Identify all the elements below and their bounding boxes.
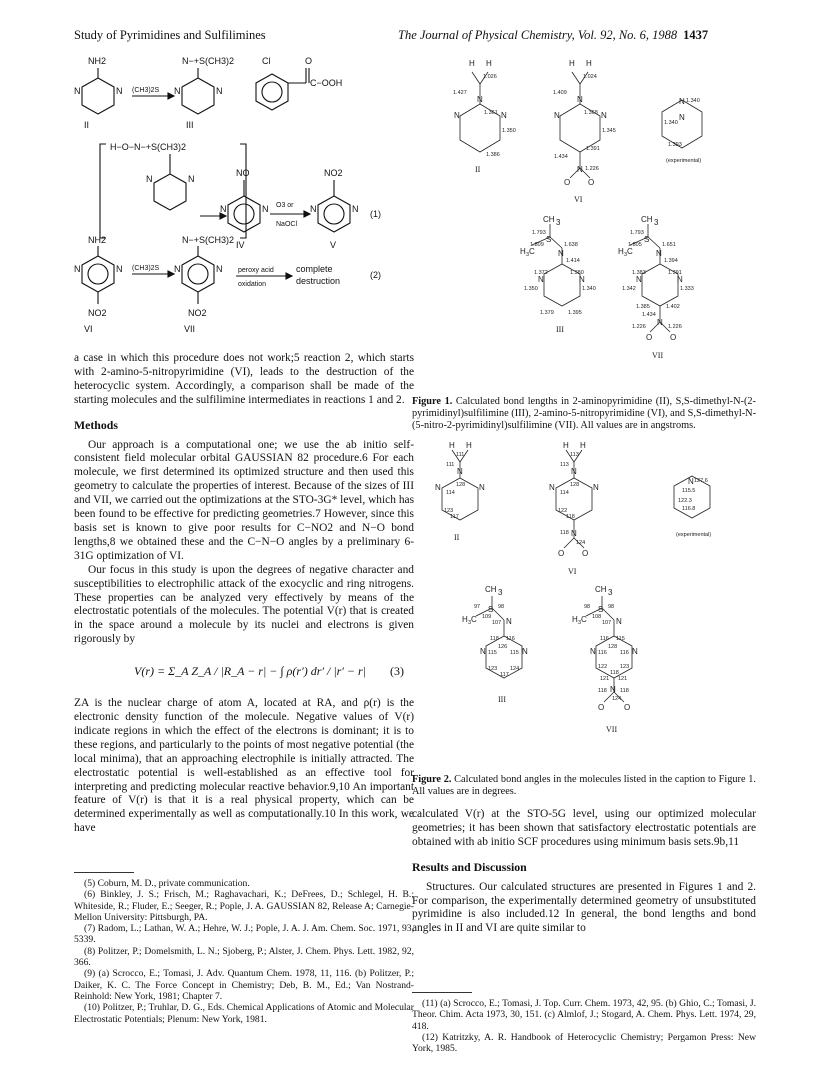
scheme-text: NH2 [88,235,107,245]
svg-text:CH: CH [595,585,607,594]
bond-length: 1.350 [524,286,538,292]
scheme-text: III [186,120,194,130]
svg-text:N: N [479,483,485,492]
svg-text:N: N [571,529,577,538]
journal-citation [398,28,708,43]
scheme-text: (2) [370,270,381,280]
svg-text:N: N [310,204,317,214]
bond-length: 1.409 [553,90,567,96]
svg-text:S: S [546,235,552,244]
bond-angle: 116 [620,650,629,656]
bond-angle: 98 [608,604,615,610]
molecule-label: VI [574,195,583,204]
scheme-text: C−OOH [310,78,343,88]
svg-text:CH: CH [543,215,555,224]
svg-text:H: H [569,59,575,68]
reference: (7) Radom, L.; Lathan, W. A.; Hehre, W. J.; Pople, J. A. J. Am. Chem. Soc. 1971, 93, 5339. [74,923,414,946]
svg-text:O: O [588,178,595,187]
bond-angle: 117 [450,514,459,520]
molecule-label: VI [568,567,577,576]
svg-text:3: 3 [556,218,561,227]
bond-length: 1.350 [502,128,516,134]
svg-text:N: N [174,86,181,96]
bond-length: 1.391 [668,270,682,276]
molecule-label: II [475,165,481,174]
svg-text:N: N [116,86,123,96]
bond-angle: 97 [474,604,481,610]
svg-text:N: N [216,86,223,96]
scheme-text: oxidation [238,281,267,288]
svg-text:O: O [598,703,605,712]
figure-2-structures [420,440,760,810]
svg-text:N: N [616,617,622,626]
svg-text:N: N [262,204,269,214]
bond-length: 1.434 [554,154,568,160]
molecule-label: (experimental) [666,158,702,164]
svg-text:O: O [564,178,571,187]
bond-angle: 124 [510,666,520,672]
paragraph: Structures. Our calculated structures are presented in Figures 1 and 2. For comparison, the experimentally determined geometry of unsubstituted pyrimidine is also included.12 In general, the bond lengths and bond angles in II and VI are quite similar to [412,880,756,935]
svg-text:N: N [554,111,560,120]
left-column [74,352,414,836]
scheme-text: NH2 [88,56,107,66]
bond-length: 1.379 [540,310,554,316]
bond-length: 1.414 [566,258,580,264]
svg-text:O: O [624,703,631,712]
svg-text:CH: CH [641,215,653,224]
svg-text:N: N [657,318,663,327]
svg-text:H: H [449,441,455,450]
bond-angle: 128 [456,482,466,488]
scheme-text: H−O−N−+S(CH3)2 [110,142,187,152]
svg-text:N: N [656,249,662,258]
bond-angle: 121 [618,676,628,682]
svg-text:S: S [644,235,650,244]
scheme-text: NO [236,168,250,178]
svg-text:H: H [586,59,592,68]
bond-angle: 116.8 [682,506,696,512]
bond-length: 1.226 [668,324,682,330]
svg-text:3: 3 [468,620,472,626]
scheme-text: NO2 [324,168,343,178]
scheme-text: Cl [262,56,271,66]
bond-angle: 111 [446,462,455,468]
svg-text:O: O [305,56,313,66]
svg-text:N: N [501,111,507,120]
molecule-label: (experimental) [676,532,712,538]
bond-length: 1.434 [642,312,656,318]
bond-length: 1.402 [666,304,680,310]
scheme-text: NO2 [88,308,107,318]
journal-name: The Journal of Physical Chemistry, Vol. 92, No. 6, 1988 [398,28,678,42]
footnote-rule [74,872,134,873]
svg-text:C: C [529,247,535,256]
svg-text:H: H [618,247,624,256]
reaction-scheme [70,46,410,346]
caption-label: Figure 1. [412,396,453,407]
bond-angle: 122.3 [678,498,692,504]
bond-angle: 115 [616,636,625,642]
svg-text:N: N [352,204,359,214]
bond-length: 1.342 [622,286,636,292]
svg-text:N: N [457,467,463,476]
bond-angle: 115.5 [682,488,696,494]
bond-angle: 118 [598,688,607,694]
bond-length: 1.361 [484,110,498,116]
bond-length: 1.340 [582,286,596,292]
svg-text:N: N [601,111,607,120]
bond-angle: 98 [584,604,591,610]
svg-text:C: C [581,615,587,624]
svg-text:N: N [146,174,153,184]
bond-angle: 109 [482,614,492,620]
bond-angle: 118 [620,688,629,694]
bond-angle: 108 [592,614,602,620]
right-column [412,808,756,936]
svg-text:H: H [572,615,578,624]
svg-text:N: N [216,264,223,274]
bond-angle: 116 [598,650,607,656]
svg-text:H: H [580,441,586,450]
bond-length: 1.340 [664,120,678,126]
svg-text:N: N [679,97,685,106]
svg-text:C: C [471,615,477,624]
svg-text:N: N [571,467,577,476]
paragraph: a case in which this procedure does not work;5 reaction 2, which starts with 2-amino-5-nitropyrimidine (VI), leads to the destruction of the heterocyclic system. Accordingly, a comparison shall be made of the starting molecules and the sulfilimine intermediates in reactions 1 and 2. [74,352,414,406]
bond-length: 1.395 [568,310,582,316]
bond-angle: 114 [446,490,455,496]
bond-angle: 118 [560,530,569,536]
scheme-text: (CH3)2S [132,265,160,272]
scheme-text: II [84,120,90,130]
svg-text:N: N [116,264,123,274]
svg-text:H: H [520,247,526,256]
section-heading-methods: Methods [74,417,118,432]
bond-angle: 116 [506,636,515,642]
svg-text:N: N [558,249,564,258]
bond-length: 1.026 [483,74,497,80]
bond-length: 1.638 [564,242,578,248]
equation-3 [74,655,414,689]
bond-angle: 107 [492,620,502,626]
bond-angle: 113 [560,462,569,468]
svg-text:N: N [188,174,195,184]
section-heading-results: Results and Discussion [412,859,527,874]
svg-text:N: N [477,95,483,104]
svg-text:N: N [454,111,460,120]
scheme-text: V [330,240,337,250]
svg-text:N: N [677,275,683,284]
caption-text: Calculated bond lengths in 2-aminopyrimidine (II), S,S-dimethyl-N-(2-pyrimidinyl)sulfilimine (III), 2-amino-5-nitropyrimidine (VI), and S,S-dimethyl-N-(5-nitro-2-pyrimidinyl)sulfilimine (VII). All values are in angstroms. [412,396,756,432]
bond-length: 1.651 [662,242,676,248]
scheme-text: N−+S(CH3)2 [182,235,235,245]
left-references [74,878,414,1025]
svg-text:S: S [598,605,604,614]
svg-text:N: N [579,275,585,284]
bond-angle: 118 [566,514,575,520]
bond-angle: 115 [510,650,519,656]
bond-length: 1.427 [453,90,467,96]
scheme-text: VII [184,324,196,334]
svg-text:O: O [670,333,677,342]
molecule-label: II [454,533,460,542]
bond-length: 1.333 [680,286,694,292]
reference: (5) Coburn, M. D., private communication. [84,878,250,889]
svg-text:H: H [486,59,492,68]
reference: (8) Politzer, P.; Domelsmith, L. N.; Sjoberg, P.; Alster, J. Chem. Phys. Lett. 1982, 92, 366. [74,945,414,969]
svg-text:N: N [610,685,616,694]
svg-text:N: N [74,86,81,96]
svg-text:N: N [688,477,694,486]
bond-angle: 128 [608,644,618,650]
bond-length: 1.340 [686,98,700,104]
scheme-text: VI [84,324,93,334]
molecule-label: III [556,325,564,334]
bond-length: 1.793 [532,230,546,236]
equation-body: V(r) = Σ_A Z_A / |R_A − r| − ∫ ρ(r′) dr′ / |r′ − r| [134,664,366,679]
reference: (12) Katritzky, A. R. Handbook of Heterocyclic Chemistry; Pergamon Press: New York, 1985. [412,1031,756,1055]
right-references [412,998,756,1054]
svg-text:H: H [466,441,472,450]
bond-length: 1.394 [664,258,678,264]
bond-angle: 128 [570,482,580,488]
bond-angle: 118 [610,670,619,676]
bond-angle: 118 [490,636,499,642]
svg-text:N: N [593,483,599,492]
bond-length: 1.393 [668,142,682,148]
scheme-text: O3 or [276,202,294,209]
svg-text:N: N [480,647,486,656]
scheme-text: (1) [370,209,381,219]
bond-length: 1.809 [530,242,544,248]
svg-text:O: O [582,549,589,558]
svg-text:N: N [577,165,583,174]
svg-text:N: N [590,647,596,656]
svg-text:3: 3 [526,252,530,258]
bond-angle: 123 [444,508,454,514]
reference: (6) Binkley, J. S.; Frisch, M.; Raghavachari, K.; DeFrees, D.; Schlegel, H. B.; Whiteside, R.; Fluder, E.; Seeger, R.; Pople, J. A. GAUSSIAN 82, Release A; Carnegie-Mellon University: Pittsburgh, PA. [74,889,414,923]
scheme-text: N−+S(CH3)2 [182,56,235,66]
scheme-text: NaOCl [276,221,298,228]
svg-text:CH: CH [485,585,497,594]
figure-1-caption [412,396,756,433]
bond-length: 1.385 [636,304,650,310]
paragraph: Our focus in this study is upon the degrees of negative character and susceptibilities to electrophilic attack of the exocyclic and ring nitrogens. These properties can be analyzed very effectively by means of the electrostatic potentials of the molecules. The potential V(r) that is created in the space around a molecule by its nuclei and electrons is given rigorously by [74,563,414,646]
molecule-label: VII [652,351,664,360]
bond-angle: 124 [612,696,622,702]
bond-angle: 127.6 [694,478,708,484]
caption-text: Calculated bond angles in the molecules listed in the caption to Figure 1. All values are in degrees. [412,774,756,798]
bond-length: 1.024 [583,74,597,80]
equation-number: (3) [390,664,404,679]
svg-text:3: 3 [578,620,582,626]
bond-angle: 111 [456,452,465,458]
bond-angle: 116 [600,636,609,642]
footnote-rule [412,992,472,993]
svg-text:N: N [636,275,642,284]
paragraph: Our approach is a computational one; we use the ab initio self-consistent field molecular orbital GAUSSIAN 82 procedure.6 For each molecule, we first determined its optimized structure and then used this geometry to calculate the properties of interest. Because of the sizes of III and VII, we carried out the optimizations at the STO-3G* level, which has been found to be effective for predicting geometries.7 However, since this basis set is known to give poor results for C−NO2 and N−O bond lengths,8 we obtained these and the C−N−O angles by a preliminary 6-31G optimization of VI. [74,438,414,562]
bond-angle: 124 [576,540,586,546]
scheme-text: peroxy acid [238,267,274,274]
svg-text:H: H [462,615,468,624]
reference: (10) Politzer, P.; Truhlar, D. G., Eds. Chemical Applications of Atomic and Molecular Electrostatic Potentials; Plenum: New York, 1981. [74,1002,414,1025]
svg-text:N: N [220,204,227,214]
molecule-label: III [498,695,506,704]
svg-text:N: N [549,483,555,492]
reference: (11) (a) Scrocco, E.; Tomasi, J. Top. Curr. Chem. 1973, 42, 95. (b) Ghio, C.; Tomasi, J. Theor. Chim. Acta 1973, 30, 151. (c) Almlof, J.; Stogard, A. Chem. Phys. Lett. 1974, 29, 418. [412,998,756,1032]
bond-length: 1.368 [584,110,598,116]
svg-text:O: O [646,333,653,342]
svg-text:N: N [522,647,528,656]
bond-angle: 114 [560,490,569,496]
bond-angle: 122 [598,664,608,670]
scheme-text: (CH3)2S [132,87,160,94]
scheme-text: complete [296,264,333,274]
bond-length: 1.372 [534,270,548,276]
scheme-text: NO2 [188,308,207,318]
bond-length: 1.386 [486,152,500,158]
bond-angle: 98 [498,604,505,610]
page-number: 1437 [683,28,709,42]
scheme-text: IV [236,240,245,250]
reference: (9) (a) Scrocco, E.; Tomasi, J. Adv. Quantum Chem. 1978, 11, 116. (b) Politzer, P.; Daiker, K. C. The Force Concept in Chemistry; Deb, B. M., Ed.; Van Nostrand-Reinhold: New York, 1981; Chapter 7. [74,968,414,1002]
svg-text:N: N [174,264,181,274]
bond-angle: 123 [620,664,630,670]
svg-text:N: N [435,483,441,492]
running-head: Study of Pyrimidines and Sulfilimines [74,28,266,42]
svg-text:3: 3 [624,252,628,258]
bond-length: 1.380 [570,270,584,276]
svg-text:3: 3 [498,588,503,597]
bond-angle: 115 [488,650,497,656]
bond-angle: 107 [602,620,612,626]
bond-angle: 117 [500,672,509,678]
bond-length: 1.226 [632,324,646,330]
paragraph: calculated V(r) at the STO-5G level, using our optimized molecular geometries; it has been shown that satisfactory electrostatic potentials are obtained with ab initio SCF procedures using minimum basis sets.9b,11 [412,808,756,848]
svg-text:N: N [506,617,512,626]
paragraph: ZA is the nuclear charge of atom A, located at RA, and ρ(r) is the electronic density function of the molecule. Negative values of V(r) indicate regions in which the effect of the electrons is dominant; it is to these regions, and particularly to the points of most negative potential (the local minima), that an approaching electrophile is initially attracted. The electrostatic potential is well-established as an effective tool for interpreting and predicting molecular reactive behavior.9,10 An important feature of V(r) is that it is a real physical property, which can be determined experimentally as well as computationally.10 In this work, we have [74,697,414,835]
svg-text:H: H [469,59,475,68]
bond-angle: 113 [570,452,579,458]
scheme-text: destruction [296,276,341,286]
svg-text:N: N [538,275,544,284]
svg-text:C: C [627,247,633,256]
bond-angle: 122 [558,508,568,514]
bond-angle: 123 [488,666,498,672]
figure-1-structures [420,42,760,392]
bond-length: 1.805 [628,242,642,248]
svg-text:N: N [679,113,685,122]
bond-length: 1.383 [632,270,646,276]
bond-length: 1.345 [602,128,616,134]
molecule-label: VII [606,725,618,734]
svg-text:3: 3 [654,218,659,227]
bond-length: 1.226 [585,166,599,172]
svg-text:3: 3 [608,588,613,597]
svg-text:H: H [563,441,569,450]
figure-2-caption [412,774,756,798]
svg-text:N: N [74,264,81,274]
bond-angle: 121 [600,676,610,682]
caption-label: Figure 2. [412,774,452,785]
bond-length: 1.793 [630,230,644,236]
svg-text:S: S [488,605,494,614]
bond-length: 1.391 [586,146,600,152]
svg-text:N: N [632,647,638,656]
bond-angle: 126 [498,644,508,650]
svg-text:O: O [558,549,565,558]
svg-text:N: N [577,95,583,104]
